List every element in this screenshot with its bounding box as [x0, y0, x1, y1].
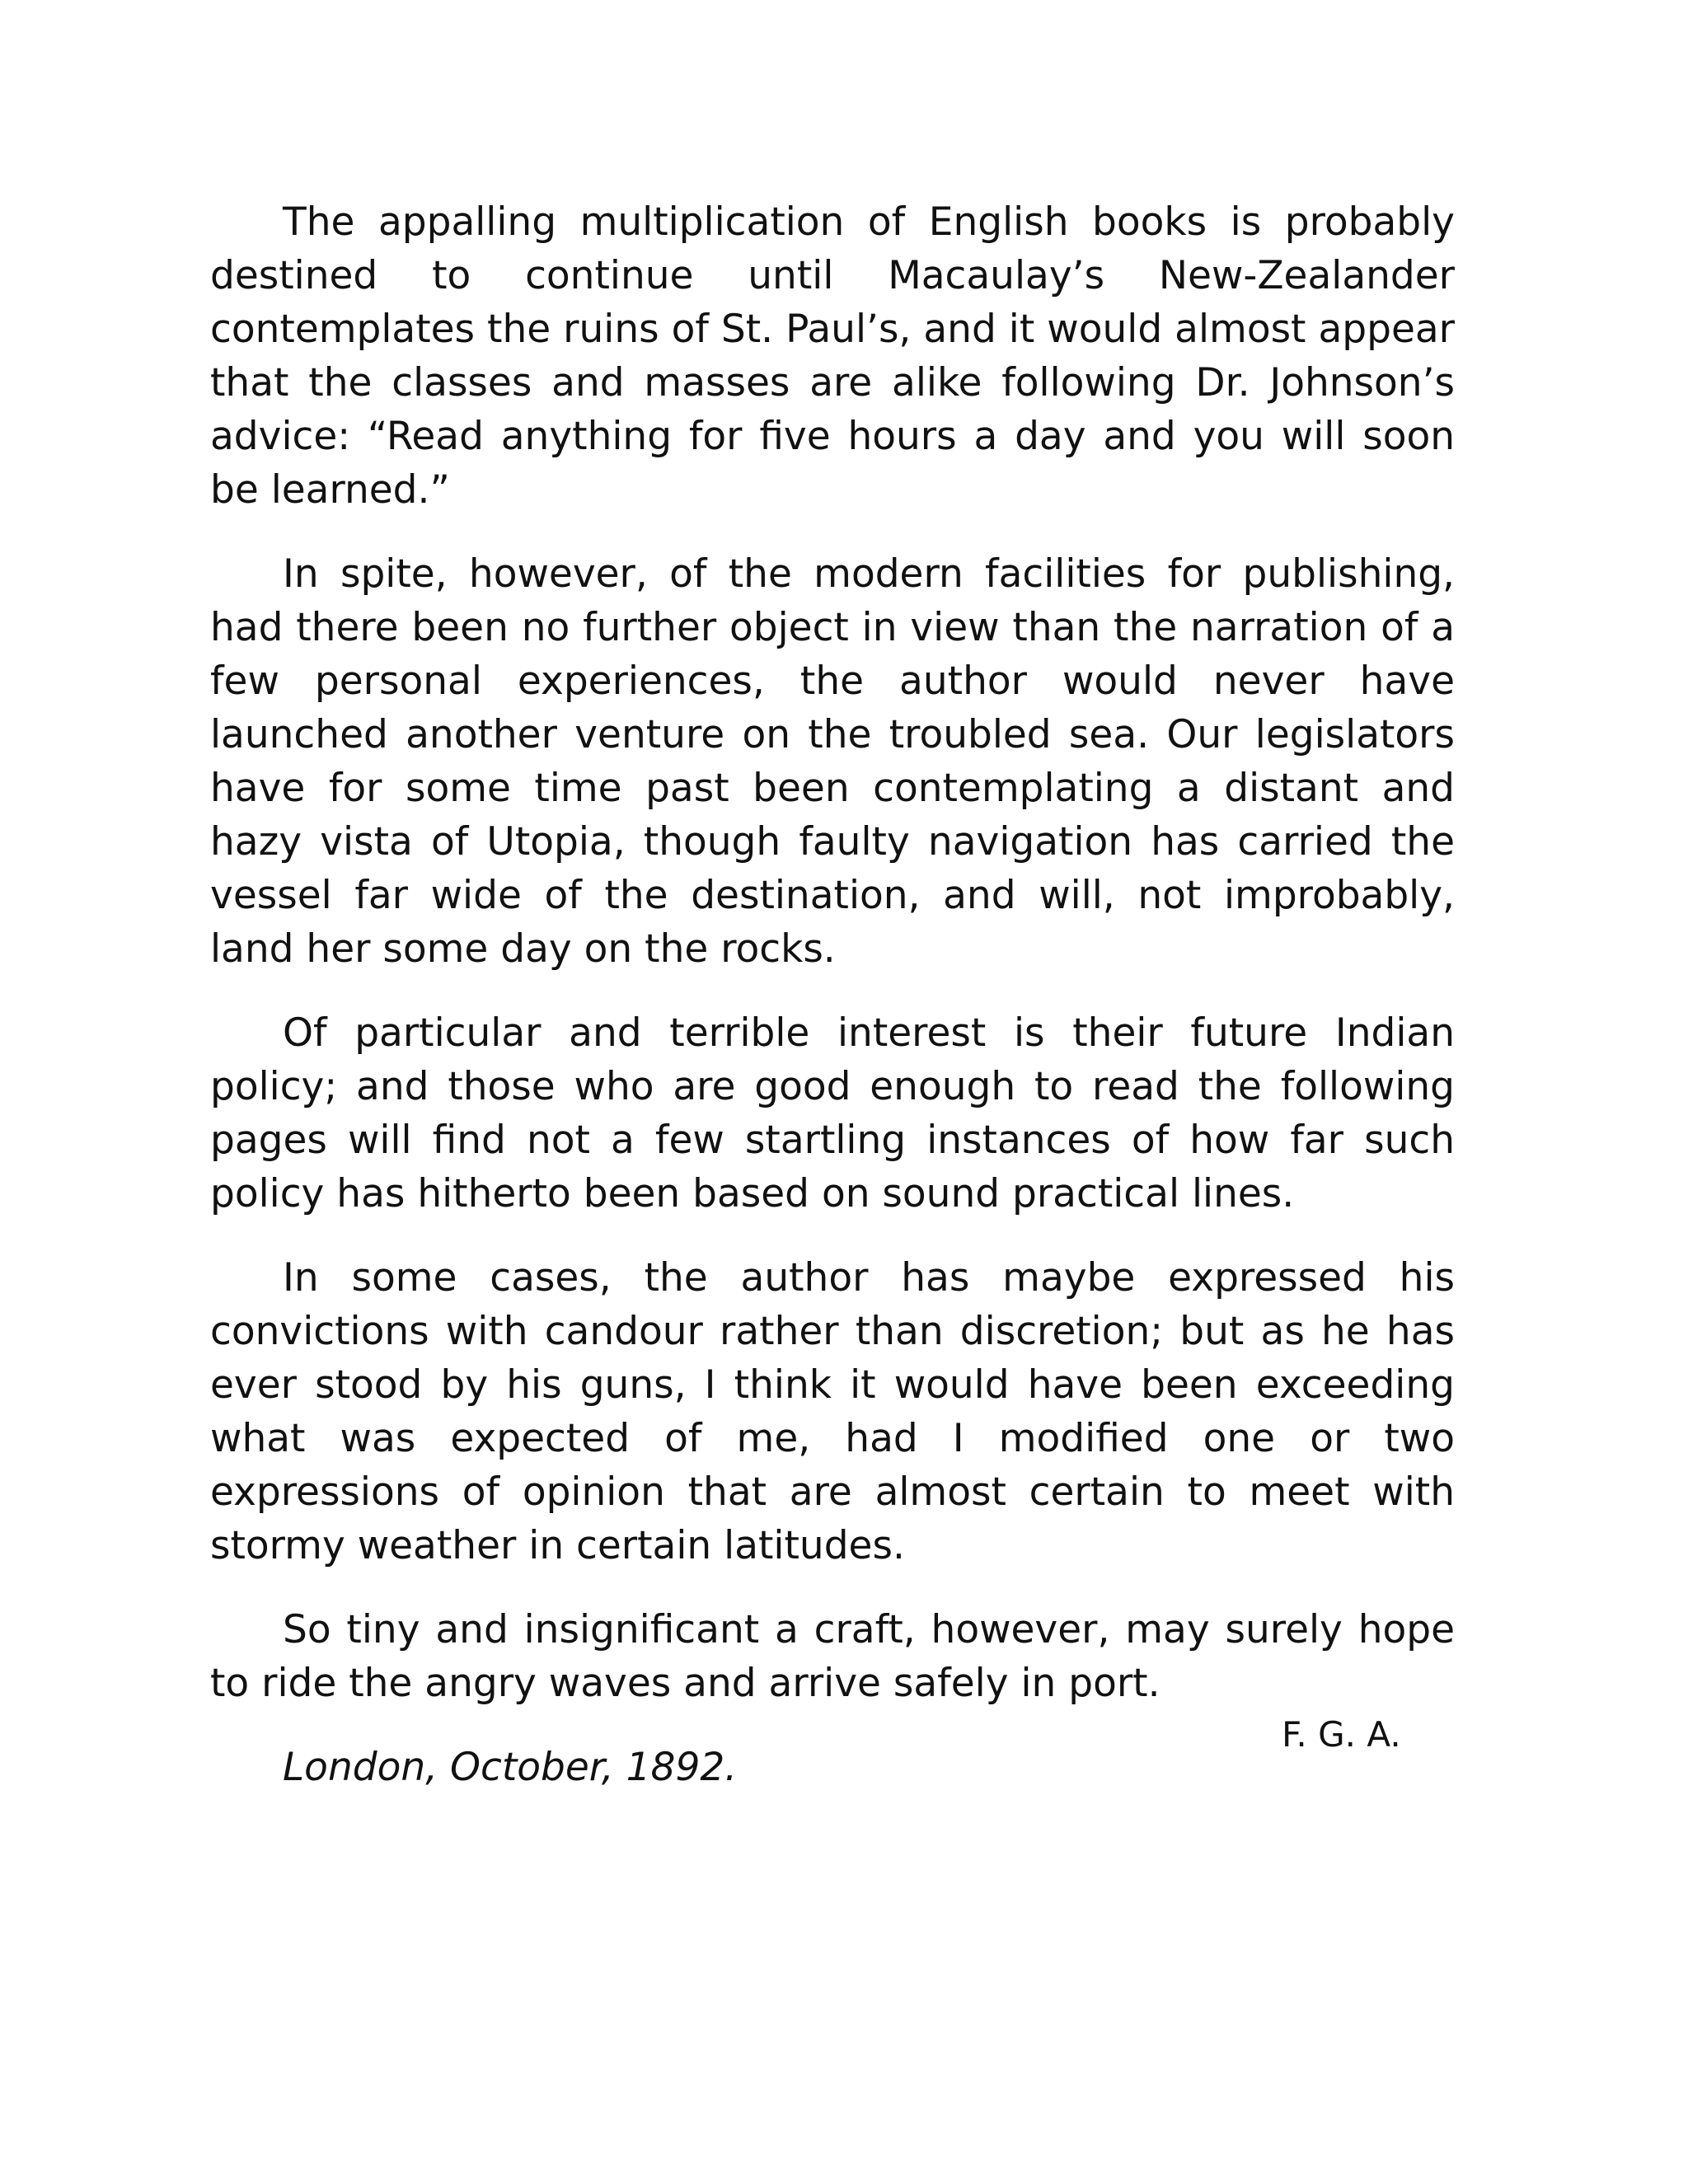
dateline: London, October, 1892.	[283, 1745, 738, 1790]
paragraph-2: In spite, however, of the modern facilities for publishing, had there been no further object in view than the narration of a few personal experiences, the author would never have launched another venture on the troubled sea. Our legislators have for some time past been contemplating a distant and hazy vista of Utopia, though faulty navigation has carried the vessel far wide of the destination, and will, not improbably, land her some day on the rocks.	[210, 551, 1455, 972]
preface-body	[210, 195, 1455, 1794]
paragraph-4: In some cases, the author has maybe expressed his convictions with candour rather than discretion; but as he has ever stood by his guns, I think it would have been exceeding what was expected of me, had I modified one or two expressions of opinion that are almost certain to meet with stormy weather in certain latitudes.	[210, 1255, 1455, 1568]
paragraph-5: So tiny and insignificant a craft, however, may surely hope to ride the angry waves and arrive safely in port.	[210, 1607, 1455, 1706]
paragraph-1: The appalling multiplication of English books is probably destined to continue until Macaulay’s New-Zealander contemplates the ruins of St. Paul’s, and it would almost appear that the classes and masses are alike following Dr. Johnson’s advice: “Read anything for five hours a day and you will soon be learned.”	[210, 199, 1455, 513]
paragraph-3: Of particular and terrible interest is their future Indian policy; and those who are good enough to read the following pages will find not a few startling instances of how far such policy has hitherto been based on sound practical lines.	[210, 1010, 1455, 1216]
signature-initials: F. G. A.	[1282, 1714, 1401, 1755]
